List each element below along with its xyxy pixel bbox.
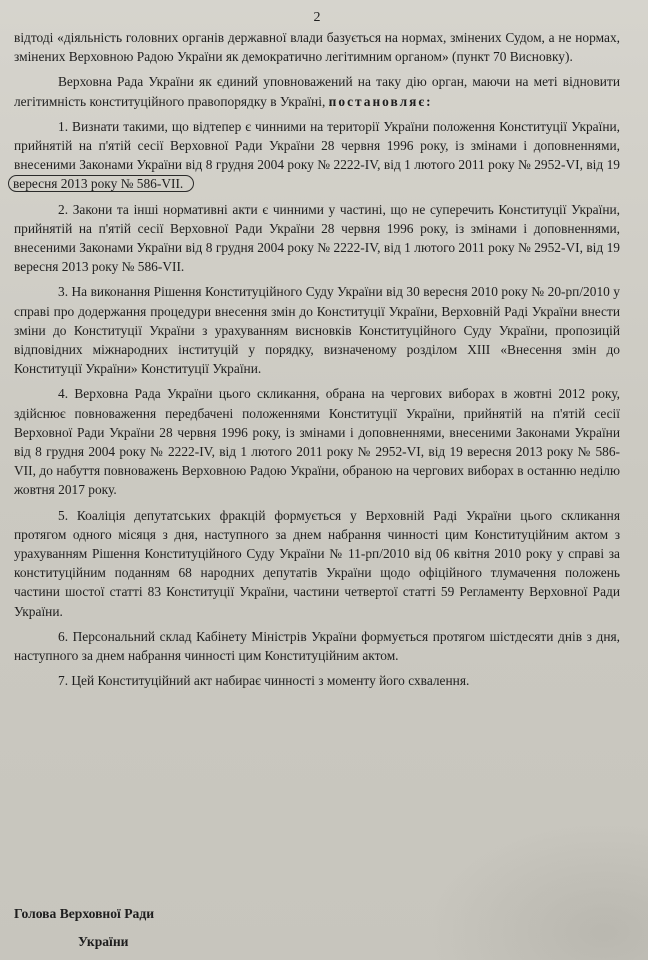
clause-1-text: 1. Визнати такими, що відтепер є чинними на території України положення Конституції України, прийнятій на п'ятій сесії Верховної Ради України 28 червня 1996 року, із змінами і доповненнями, внесеними Законами України від 8 грудня 2004 року № 2222-IV, від 1 лютого 2011 року № 2952-VI, від 19	[14, 118, 620, 173]
signature-block	[14, 900, 154, 956]
clause-3: 3. На виконання Рішення Конституційного Суду України від 30 вересня 2010 року № 20-рп/2010 у справі про додержання процедури внесення змін до Конституції України, Верховній Раді України внести зміни до Конституції України з урахуванням висновків Конституційного Суду України, пропозицій відповідних міжнародних інституцій у порядку, визначеному розділом XIII «Внесення змін до Конституції України» Конституції України.	[14, 284, 620, 377]
signature-title-line2: України	[78, 934, 129, 949]
resolves-word: постановляє:	[328, 93, 433, 109]
intro-paragraph	[14, 72, 620, 110]
clause-5: 5. Коаліція депутатських фракцій формується у Верховній Раді України цього скликання протягом одного місяця з дня, наступного за днем набрання чинності цим Конституційним актом з урахуванням Рішення Конституційного Суду України № 11-рп/2010 від 06 квітня 2010 року у справі за конституційним поданням 68 народних депутатів України щодо офіційного тлумачення положень частини шостої статті 83 Конституції України, частини четвертої статті 59 Регламенту Верховної Ради України.	[14, 507, 620, 619]
clause-6: 6. Персональний склад Кабінету Міністрів України формується протягом шістдесяти днів з дня, наступного за днем набрання чинності цим Конституційним актом.	[14, 628, 620, 664]
scan-smudge	[428, 820, 648, 960]
intro-text: Верховна Рада України як єдиний уповноважений на таку дію орган, маючи на меті відновити легітимність конституційного правопорядку в Україні,	[14, 74, 620, 109]
circled-reference: вересня 2013 року № 586-VII.	[8, 175, 194, 192]
clause-2: 2. Закони та інші нормативні акти є чинними у частині, що не суперечить Конституції України, прийнятій на п'ятій сесії Верховної Ради України 28 червня 1996 року, із змінами і доповненнями, внесеними Законами України від 8 грудня 2004 року № 2222-IV, від 1 лютого 2011 року № 2952-VI, від 19 вересня 2013 року № 586-VII.	[14, 201, 620, 275]
clause-4: 4. Верховна Рада України цього скликання, обрана на чергових виборах в жовтні 2012 року, здійснює повноваження передбачені положеннями Конституції України, прийнятій на п'ятій сесії Верховної Ради України 28 червня 1996 року, із змінами і доповненнями, внесеними Законами України від 8 грудня 2004 року № 2222-IV, від 1 лютого 2011 року № 2952-VI, від 19 вересня 2013 року № 586-VII, до набуття повноважень Верховною Радою України, обраною на чергових виборах в останню неділю жовтня 2017 року.	[14, 386, 620, 498]
clause-1	[14, 117, 620, 194]
lead-paragraph: відтоді «діяльність головних органів державної влади базується на нормах, змінених Судом, а не нормах, змінених Верховною Радою України як демократично легітимним органом» (пункт 70 Висновку).	[14, 30, 620, 65]
signature-title-line1: Голова Верховної Ради	[14, 906, 155, 921]
clause-7: 7. Цей Конституційний акт набирає чинності з моменту його схвалення.	[58, 673, 470, 689]
page-number: 2	[313, 10, 321, 25]
